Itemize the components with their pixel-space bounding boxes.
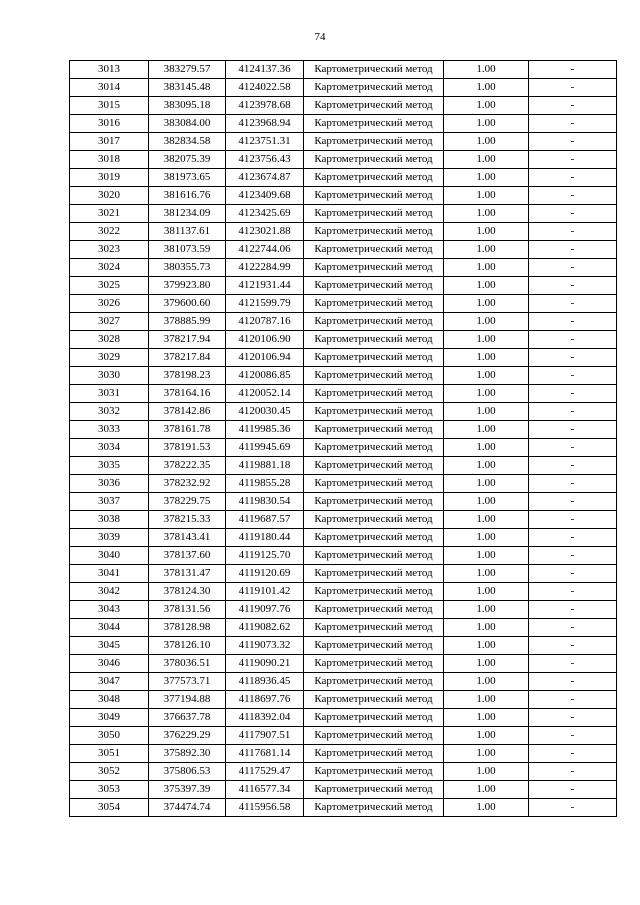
method-cell: Картометрический метод [304, 277, 444, 295]
point-number-cell: 3025 [70, 277, 149, 295]
table-row [70, 547, 617, 565]
method-cell: Картометрический метод [304, 547, 444, 565]
y-coordinate-cell: 4120052.14 [226, 385, 304, 403]
note-cell: - [529, 205, 617, 223]
accuracy-cell: 1.00 [444, 421, 529, 439]
note-cell: - [529, 295, 617, 313]
table-row [70, 475, 617, 493]
y-coordinate-cell: 4119082.62 [226, 619, 304, 637]
note-cell: - [529, 601, 617, 619]
y-coordinate-cell: 4123021.88 [226, 223, 304, 241]
note-cell: - [529, 79, 617, 97]
y-coordinate-cell: 4123409.68 [226, 187, 304, 205]
accuracy-cell: 1.00 [444, 295, 529, 313]
y-coordinate-cell: 4119125.70 [226, 547, 304, 565]
note-cell: - [529, 547, 617, 565]
table-row [70, 259, 617, 277]
accuracy-cell: 1.00 [444, 259, 529, 277]
note-cell: - [529, 745, 617, 763]
table-row [70, 385, 617, 403]
table-row [70, 133, 617, 151]
point-number-cell: 3038 [70, 511, 149, 529]
x-coordinate-cell: 378217.94 [149, 331, 226, 349]
point-number-cell: 3048 [70, 691, 149, 709]
point-number-cell: 3051 [70, 745, 149, 763]
note-cell: - [529, 223, 617, 241]
y-coordinate-cell: 4119881.18 [226, 457, 304, 475]
point-number-cell: 3032 [70, 403, 149, 421]
x-coordinate-cell: 378885.99 [149, 313, 226, 331]
point-number-cell: 3028 [70, 331, 149, 349]
y-coordinate-cell: 4124137.36 [226, 61, 304, 79]
y-coordinate-cell: 4123751.31 [226, 133, 304, 151]
table-row [70, 151, 617, 169]
table-row [70, 565, 617, 583]
method-cell: Картометрический метод [304, 457, 444, 475]
table-row [70, 115, 617, 133]
note-cell: - [529, 799, 617, 817]
method-cell: Картометрический метод [304, 655, 444, 673]
accuracy-cell: 1.00 [444, 349, 529, 367]
y-coordinate-cell: 4118392.04 [226, 709, 304, 727]
point-number-cell: 3029 [70, 349, 149, 367]
x-coordinate-cell: 378036.51 [149, 655, 226, 673]
note-cell: - [529, 439, 617, 457]
table-row [70, 97, 617, 115]
x-coordinate-cell: 379600.60 [149, 295, 226, 313]
x-coordinate-cell: 381616.76 [149, 187, 226, 205]
x-coordinate-cell: 383279.57 [149, 61, 226, 79]
point-number-cell: 3019 [70, 169, 149, 187]
accuracy-cell: 1.00 [444, 601, 529, 619]
point-number-cell: 3031 [70, 385, 149, 403]
point-number-cell: 3034 [70, 439, 149, 457]
table-row [70, 529, 617, 547]
note-cell: - [529, 115, 617, 133]
point-number-cell: 3043 [70, 601, 149, 619]
point-number-cell: 3020 [70, 187, 149, 205]
y-coordinate-cell: 4120086.85 [226, 367, 304, 385]
accuracy-cell: 1.00 [444, 655, 529, 673]
accuracy-cell: 1.00 [444, 133, 529, 151]
x-coordinate-cell: 383095.18 [149, 97, 226, 115]
y-coordinate-cell: 4117529.47 [226, 763, 304, 781]
x-coordinate-cell: 378143.41 [149, 529, 226, 547]
note-cell: - [529, 331, 617, 349]
table-row [70, 241, 617, 259]
method-cell: Картометрический метод [304, 799, 444, 817]
x-coordinate-cell: 378131.56 [149, 601, 226, 619]
note-cell: - [529, 349, 617, 367]
note-cell: - [529, 511, 617, 529]
y-coordinate-cell: 4118697.76 [226, 691, 304, 709]
point-number-cell: 3039 [70, 529, 149, 547]
note-cell: - [529, 655, 617, 673]
x-coordinate-cell: 378217.84 [149, 349, 226, 367]
table-row [70, 763, 617, 781]
note-cell: - [529, 619, 617, 637]
table-row [70, 295, 617, 313]
y-coordinate-cell: 4123968.94 [226, 115, 304, 133]
point-number-cell: 3049 [70, 709, 149, 727]
note-cell: - [529, 673, 617, 691]
y-coordinate-cell: 4117907.51 [226, 727, 304, 745]
note-cell: - [529, 475, 617, 493]
table-row [70, 277, 617, 295]
note-cell: - [529, 763, 617, 781]
method-cell: Картометрический метод [304, 115, 444, 133]
method-cell: Картометрический метод [304, 349, 444, 367]
y-coordinate-cell: 4123978.68 [226, 97, 304, 115]
accuracy-cell: 1.00 [444, 763, 529, 781]
note-cell: - [529, 403, 617, 421]
accuracy-cell: 1.00 [444, 583, 529, 601]
point-number-cell: 3026 [70, 295, 149, 313]
method-cell: Картометрический метод [304, 223, 444, 241]
method-cell: Картометрический метод [304, 295, 444, 313]
method-cell: Картометрический метод [304, 493, 444, 511]
y-coordinate-cell: 4124022.58 [226, 79, 304, 97]
y-coordinate-cell: 4119097.76 [226, 601, 304, 619]
method-cell: Картометрический метод [304, 421, 444, 439]
accuracy-cell: 1.00 [444, 61, 529, 79]
y-coordinate-cell: 4119985.36 [226, 421, 304, 439]
x-coordinate-cell: 378164.16 [149, 385, 226, 403]
method-cell: Картометрический метод [304, 133, 444, 151]
method-cell: Картометрический метод [304, 565, 444, 583]
table-row [70, 403, 617, 421]
note-cell: - [529, 241, 617, 259]
x-coordinate-cell: 382834.58 [149, 133, 226, 151]
x-coordinate-cell: 378142.86 [149, 403, 226, 421]
table-row [70, 655, 617, 673]
point-number-cell: 3046 [70, 655, 149, 673]
x-coordinate-cell: 381973.65 [149, 169, 226, 187]
accuracy-cell: 1.00 [444, 223, 529, 241]
accuracy-cell: 1.00 [444, 367, 529, 385]
note-cell: - [529, 259, 617, 277]
point-number-cell: 3045 [70, 637, 149, 655]
accuracy-cell: 1.00 [444, 565, 529, 583]
method-cell: Картометрический метод [304, 97, 444, 115]
method-cell: Картометрический метод [304, 763, 444, 781]
x-coordinate-cell: 378191.53 [149, 439, 226, 457]
y-coordinate-cell: 4119073.32 [226, 637, 304, 655]
method-cell: Картометрический метод [304, 511, 444, 529]
accuracy-cell: 1.00 [444, 781, 529, 799]
x-coordinate-cell: 378126.10 [149, 637, 226, 655]
note-cell: - [529, 421, 617, 439]
table-row [70, 727, 617, 745]
accuracy-cell: 1.00 [444, 169, 529, 187]
accuracy-cell: 1.00 [444, 709, 529, 727]
accuracy-cell: 1.00 [444, 331, 529, 349]
point-number-cell: 3037 [70, 493, 149, 511]
y-coordinate-cell: 4116577.34 [226, 781, 304, 799]
note-cell: - [529, 493, 617, 511]
table-row [70, 493, 617, 511]
table-row [70, 187, 617, 205]
method-cell: Картометрический метод [304, 331, 444, 349]
y-coordinate-cell: 4119180.44 [226, 529, 304, 547]
x-coordinate-cell: 378131.47 [149, 565, 226, 583]
accuracy-cell: 1.00 [444, 241, 529, 259]
x-coordinate-cell: 378161.78 [149, 421, 226, 439]
y-coordinate-cell: 4121599.79 [226, 295, 304, 313]
page-number: 74 [314, 31, 326, 43]
accuracy-cell: 1.00 [444, 493, 529, 511]
accuracy-cell: 1.00 [444, 475, 529, 493]
y-coordinate-cell: 4120106.90 [226, 331, 304, 349]
method-cell: Картометрический метод [304, 241, 444, 259]
accuracy-cell: 1.00 [444, 619, 529, 637]
y-coordinate-cell: 4123425.69 [226, 205, 304, 223]
method-cell: Картометрический метод [304, 691, 444, 709]
table-row [70, 781, 617, 799]
note-cell: - [529, 97, 617, 115]
method-cell: Картометрический метод [304, 61, 444, 79]
table-row [70, 457, 617, 475]
accuracy-cell: 1.00 [444, 529, 529, 547]
note-cell: - [529, 781, 617, 799]
table-row [70, 709, 617, 727]
accuracy-cell: 1.00 [444, 385, 529, 403]
y-coordinate-cell: 4119855.28 [226, 475, 304, 493]
table-row [70, 205, 617, 223]
table-row [70, 601, 617, 619]
note-cell: - [529, 187, 617, 205]
x-coordinate-cell: 378222.35 [149, 457, 226, 475]
y-coordinate-cell: 4119101.42 [226, 583, 304, 601]
y-coordinate-cell: 4118936.45 [226, 673, 304, 691]
x-coordinate-cell: 377573.71 [149, 673, 226, 691]
point-number-cell: 3033 [70, 421, 149, 439]
accuracy-cell: 1.00 [444, 511, 529, 529]
method-cell: Картометрический метод [304, 79, 444, 97]
method-cell: Картометрический метод [304, 529, 444, 547]
y-coordinate-cell: 4120106.94 [226, 349, 304, 367]
note-cell: - [529, 691, 617, 709]
accuracy-cell: 1.00 [444, 799, 529, 817]
point-number-cell: 3040 [70, 547, 149, 565]
accuracy-cell: 1.00 [444, 205, 529, 223]
y-coordinate-cell: 4121931.44 [226, 277, 304, 295]
note-cell: - [529, 367, 617, 385]
x-coordinate-cell: 378198.23 [149, 367, 226, 385]
point-number-cell: 3013 [70, 61, 149, 79]
coordinates-table-body [70, 61, 617, 817]
accuracy-cell: 1.00 [444, 637, 529, 655]
method-cell: Картометрический метод [304, 709, 444, 727]
note-cell: - [529, 727, 617, 745]
method-cell: Картометрический метод [304, 367, 444, 385]
table-row [70, 331, 617, 349]
y-coordinate-cell: 4122744.06 [226, 241, 304, 259]
method-cell: Картометрический метод [304, 673, 444, 691]
accuracy-cell: 1.00 [444, 97, 529, 115]
method-cell: Картометрический метод [304, 619, 444, 637]
accuracy-cell: 1.00 [444, 151, 529, 169]
accuracy-cell: 1.00 [444, 115, 529, 133]
y-coordinate-cell: 4122284.99 [226, 259, 304, 277]
x-coordinate-cell: 378229.75 [149, 493, 226, 511]
note-cell: - [529, 565, 617, 583]
accuracy-cell: 1.00 [444, 547, 529, 565]
x-coordinate-cell: 377194.88 [149, 691, 226, 709]
method-cell: Картометрический метод [304, 313, 444, 331]
table-row [70, 313, 617, 331]
x-coordinate-cell: 378232.92 [149, 475, 226, 493]
method-cell: Картометрический метод [304, 187, 444, 205]
note-cell: - [529, 637, 617, 655]
method-cell: Картометрический метод [304, 151, 444, 169]
table-row [70, 421, 617, 439]
y-coordinate-cell: 4119120.69 [226, 565, 304, 583]
accuracy-cell: 1.00 [444, 313, 529, 331]
table-row [70, 745, 617, 763]
accuracy-cell: 1.00 [444, 457, 529, 475]
point-number-cell: 3050 [70, 727, 149, 745]
y-coordinate-cell: 4119830.54 [226, 493, 304, 511]
method-cell: Картометрический метод [304, 403, 444, 421]
table-row [70, 619, 617, 637]
x-coordinate-cell: 378215.33 [149, 511, 226, 529]
method-cell: Картометрический метод [304, 259, 444, 277]
y-coordinate-cell: 4115956.58 [226, 799, 304, 817]
y-coordinate-cell: 4123756.43 [226, 151, 304, 169]
note-cell: - [529, 133, 617, 151]
note-cell: - [529, 313, 617, 331]
method-cell: Картометрический метод [304, 745, 444, 763]
point-number-cell: 3014 [70, 79, 149, 97]
x-coordinate-cell: 375892.30 [149, 745, 226, 763]
point-number-cell: 3018 [70, 151, 149, 169]
accuracy-cell: 1.00 [444, 745, 529, 763]
table-row [70, 61, 617, 79]
point-number-cell: 3016 [70, 115, 149, 133]
note-cell: - [529, 169, 617, 187]
method-cell: Картометрический метод [304, 781, 444, 799]
method-cell: Картометрический метод [304, 385, 444, 403]
method-cell: Картометрический метод [304, 475, 444, 493]
table-row [70, 673, 617, 691]
point-number-cell: 3047 [70, 673, 149, 691]
table-row [70, 691, 617, 709]
accuracy-cell: 1.00 [444, 727, 529, 745]
point-number-cell: 3022 [70, 223, 149, 241]
method-cell: Картометрический метод [304, 637, 444, 655]
point-number-cell: 3015 [70, 97, 149, 115]
table-row [70, 223, 617, 241]
note-cell: - [529, 277, 617, 295]
y-coordinate-cell: 4123674.87 [226, 169, 304, 187]
point-number-cell: 3054 [70, 799, 149, 817]
point-number-cell: 3044 [70, 619, 149, 637]
x-coordinate-cell: 374474.74 [149, 799, 226, 817]
point-number-cell: 3024 [70, 259, 149, 277]
y-coordinate-cell: 4120787.16 [226, 313, 304, 331]
x-coordinate-cell: 383145.48 [149, 79, 226, 97]
point-number-cell: 3027 [70, 313, 149, 331]
y-coordinate-cell: 4119687.57 [226, 511, 304, 529]
accuracy-cell: 1.00 [444, 187, 529, 205]
note-cell: - [529, 457, 617, 475]
x-coordinate-cell: 381137.61 [149, 223, 226, 241]
x-coordinate-cell: 376229.29 [149, 727, 226, 745]
point-number-cell: 3017 [70, 133, 149, 151]
x-coordinate-cell: 375806.53 [149, 763, 226, 781]
y-coordinate-cell: 4119945.69 [226, 439, 304, 457]
table-row [70, 511, 617, 529]
note-cell: - [529, 709, 617, 727]
x-coordinate-cell: 376637.78 [149, 709, 226, 727]
table-row [70, 799, 617, 817]
point-number-cell: 3030 [70, 367, 149, 385]
x-coordinate-cell: 382075.39 [149, 151, 226, 169]
note-cell: - [529, 151, 617, 169]
method-cell: Картометрический метод [304, 439, 444, 457]
point-number-cell: 3035 [70, 457, 149, 475]
table-row [70, 637, 617, 655]
x-coordinate-cell: 380355.73 [149, 259, 226, 277]
coordinates-table [69, 60, 617, 817]
accuracy-cell: 1.00 [444, 691, 529, 709]
point-number-cell: 3036 [70, 475, 149, 493]
x-coordinate-cell: 378124.30 [149, 583, 226, 601]
point-number-cell: 3053 [70, 781, 149, 799]
note-cell: - [529, 385, 617, 403]
accuracy-cell: 1.00 [444, 277, 529, 295]
note-cell: - [529, 61, 617, 79]
note-cell: - [529, 529, 617, 547]
method-cell: Картометрический метод [304, 727, 444, 745]
x-coordinate-cell: 381073.59 [149, 241, 226, 259]
point-number-cell: 3023 [70, 241, 149, 259]
note-cell: - [529, 583, 617, 601]
x-coordinate-cell: 378137.60 [149, 547, 226, 565]
x-coordinate-cell: 375397.39 [149, 781, 226, 799]
accuracy-cell: 1.00 [444, 403, 529, 421]
table-row [70, 367, 617, 385]
table-row [70, 583, 617, 601]
y-coordinate-cell: 4120030.45 [226, 403, 304, 421]
x-coordinate-cell: 378128.98 [149, 619, 226, 637]
y-coordinate-cell: 4117681.14 [226, 745, 304, 763]
table-row [70, 349, 617, 367]
y-coordinate-cell: 4119090.21 [226, 655, 304, 673]
method-cell: Картометрический метод [304, 169, 444, 187]
point-number-cell: 3041 [70, 565, 149, 583]
x-coordinate-cell: 379923.80 [149, 277, 226, 295]
point-number-cell: 3052 [70, 763, 149, 781]
accuracy-cell: 1.00 [444, 439, 529, 457]
method-cell: Картометрический метод [304, 205, 444, 223]
table-row [70, 79, 617, 97]
method-cell: Картометрический метод [304, 583, 444, 601]
method-cell: Картометрический метод [304, 601, 444, 619]
table-row [70, 439, 617, 457]
accuracy-cell: 1.00 [444, 673, 529, 691]
table-row [70, 169, 617, 187]
point-number-cell: 3042 [70, 583, 149, 601]
x-coordinate-cell: 381234.09 [149, 205, 226, 223]
x-coordinate-cell: 383084.00 [149, 115, 226, 133]
point-number-cell: 3021 [70, 205, 149, 223]
accuracy-cell: 1.00 [444, 79, 529, 97]
